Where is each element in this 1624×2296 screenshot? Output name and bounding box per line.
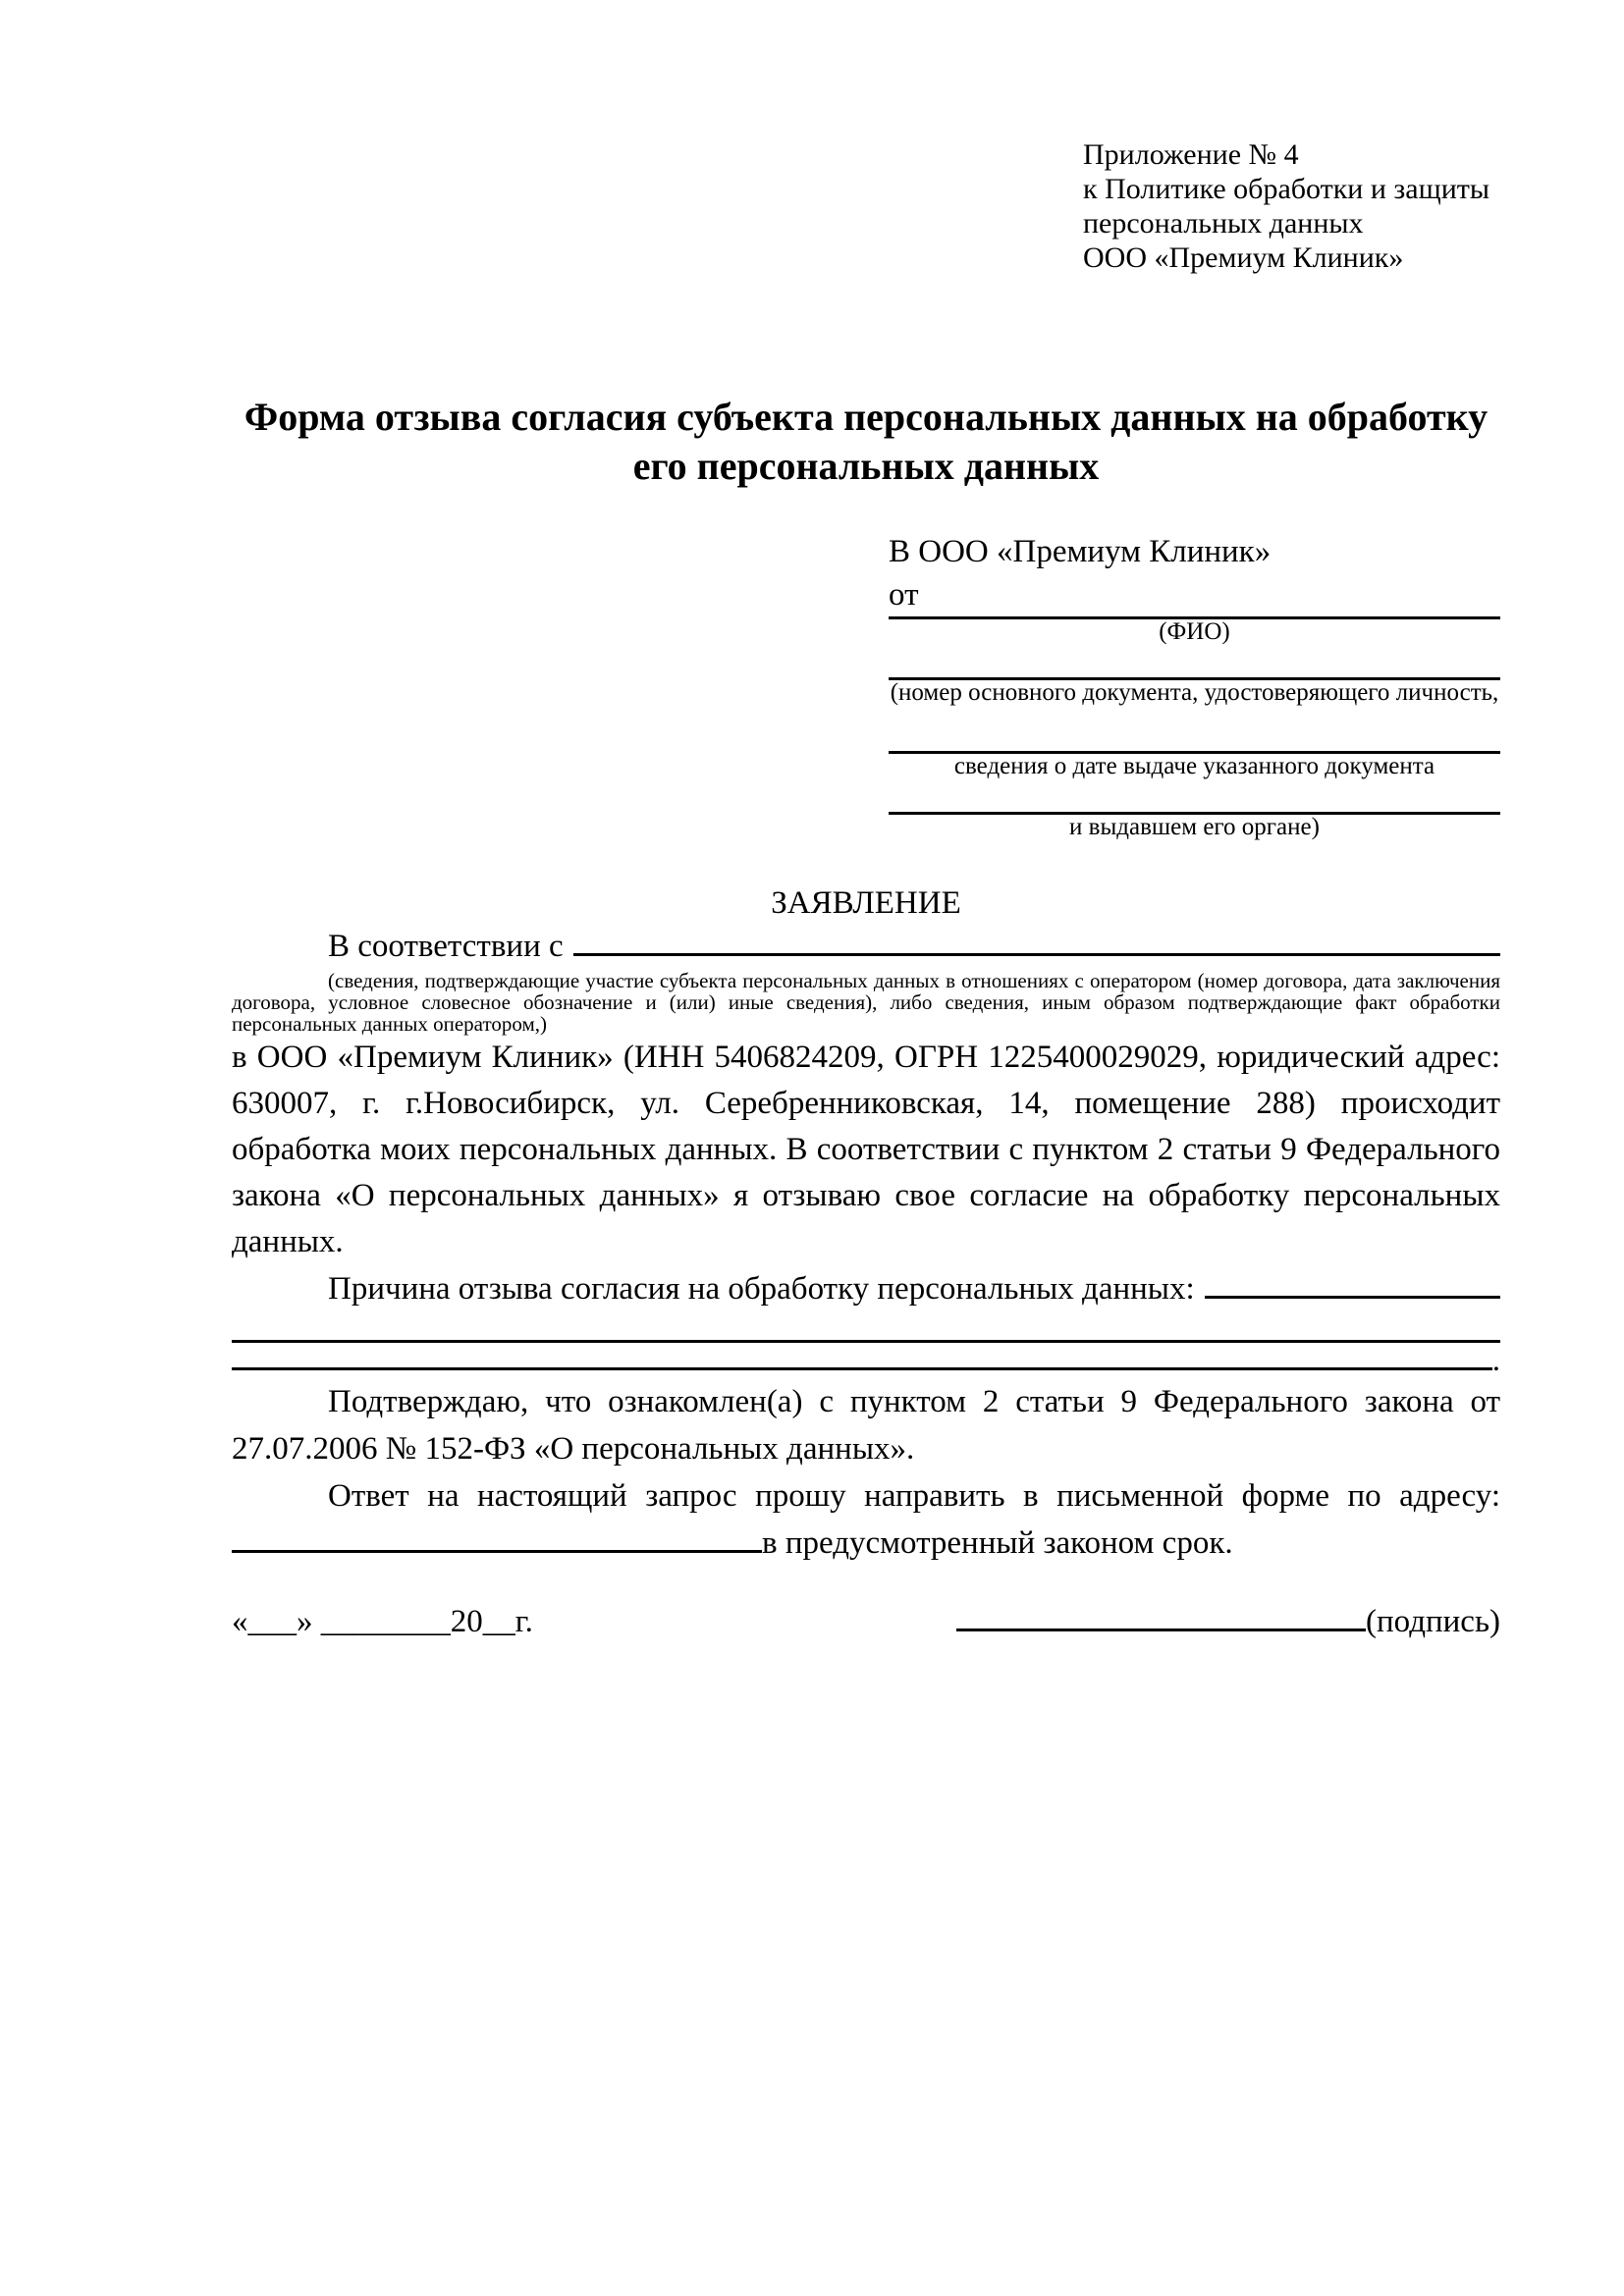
doc-number-caption: (номер основного документа, удостоверяющего личность,: [890, 679, 1499, 706]
reason-blank-row-2: [232, 1343, 1500, 1378]
accordance-line: [232, 923, 1500, 970]
addressee-block: [889, 530, 1500, 840]
reply-prefix: Ответ на настоящий запрос прошу направить в письменной форме по адресу:: [328, 1478, 1500, 1514]
confirm-paragraph: Подтверждаю, что ознакомлен(а) с пунктом 2 статьи 9 Федерального закона от 27.07.2006 № 152-ФЗ «О персональных данных».: [232, 1384, 1500, 1467]
appendix-line: ООО «Премиум Клиник»: [1083, 241, 1404, 274]
addressee-from-label: от: [889, 577, 919, 613]
statement-heading: ЗАЯВЛЕНИЕ: [771, 885, 961, 921]
reason-blank-line-2: [232, 1367, 1492, 1370]
reason-prefix: Причина отзыва согласия на обработку персональных данных:: [328, 1271, 1195, 1307]
accordance-blank-line: [573, 953, 1500, 956]
doc-date-caption: сведения о дате выдаче указанного документа: [953, 753, 1435, 779]
reason-blank-row-1: [232, 1312, 1500, 1343]
document-title: Форма отзыва согласия субъекта персональных данных на обработку его персональных данных: [244, 395, 1489, 488]
reply-paragraph: [232, 1472, 1500, 1567]
appendix-block: [1083, 137, 1500, 275]
small-print-note: (сведения, подтверждающие участие субъекта персональных данных в отношениях с оператором (номер договора, дата заключения договора, условное словесное обозначение и (или) иные сведения), либо сведения, иным образом подтверждающие факт обработки персональных данных оператором,): [232, 969, 1500, 1036]
reply-suffix: в предусмотренный законом срок.: [762, 1525, 1233, 1561]
addressee-to: В ООО «Премиум Клиник»: [889, 534, 1272, 569]
fio-caption: (ФИО): [1159, 618, 1230, 645]
reason-line: [232, 1265, 1500, 1312]
signature-blank-line: [956, 1629, 1366, 1631]
doc-issuer-caption: и выдавшем его органе): [1069, 814, 1320, 840]
reason-terminator: .: [1491, 1343, 1500, 1378]
signature-group: [956, 1600, 1500, 1643]
accordance-prefix: В соответствии с: [328, 929, 564, 964]
address-blank-line: [232, 1550, 762, 1553]
appendix-line: Приложение № 4: [1083, 138, 1299, 171]
main-paragraph: в ООО «Премиум Клиник» (ИНН 5406824209, ОГРН 1225400029029, юридический адрес: 630007, г. г.Новосибирск, ул. Серебренниковская, 14, помещение 288) происходит обработка моих персональных данных. В соответствии с пунктом 2 статьи 9 Федерального закона «О персональных данных» я отзываю свое согласие на обработку персональных данных.: [232, 1040, 1500, 1259]
date-blank-line: «___» ________20__г.: [232, 1604, 533, 1639]
appendix-line: к Политике обработки и защиты: [1083, 173, 1490, 205]
footer-row: [232, 1600, 1500, 1643]
appendix-line: персональных данных: [1083, 207, 1364, 240]
signature-caption: (подпись): [1366, 1604, 1500, 1639]
reason-blank-line: [1205, 1296, 1500, 1299]
